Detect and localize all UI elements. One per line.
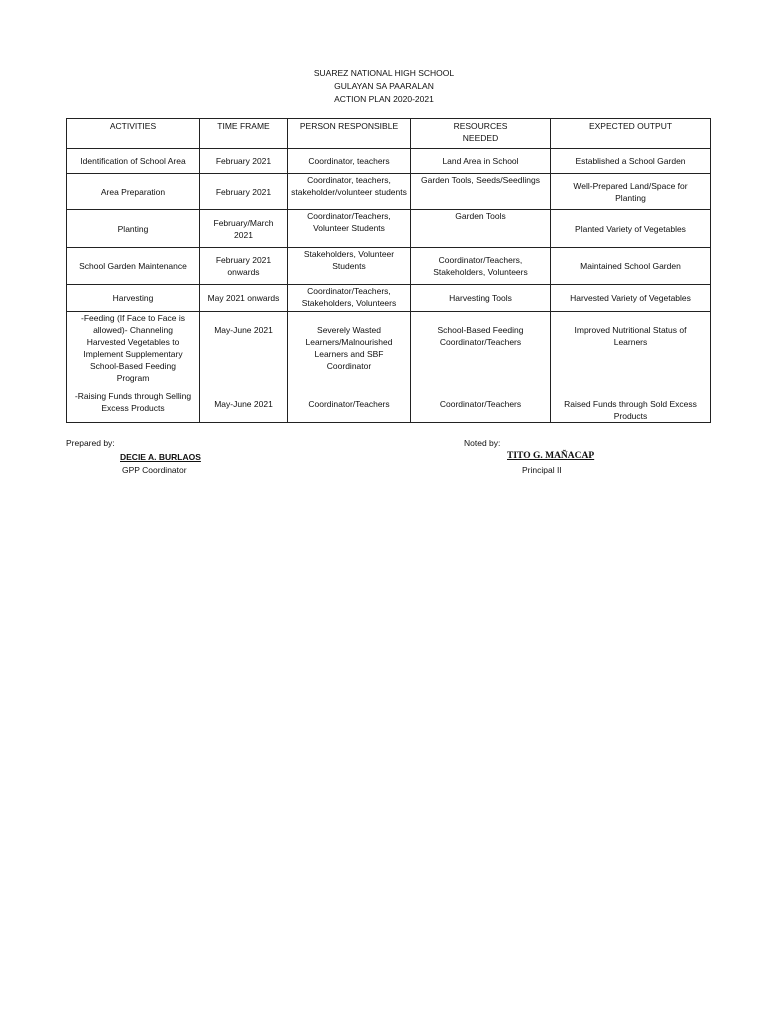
activity-text: -Feeding (If Face to Face is allowed)- Channeling Harvested Vegetables to Implement Supplementary School-Based Feeding Program (81, 313, 185, 383)
time-frame-cell (200, 248, 288, 285)
time-frame-cell (200, 312, 288, 423)
school-name: SUAREZ NATIONAL HIGH SCHOOL (313, 68, 455, 78)
time-frame-cell (200, 210, 288, 248)
time-frame-text: May-June 2021 (214, 325, 273, 335)
time-frame-text: February 2021 onwards (215, 255, 272, 277)
noted-by-name: TITO G. MAÑACAP (507, 451, 595, 461)
resources-cell: Coordinator/Teachers, Stakeholders, Volunteers (411, 248, 551, 285)
table-row (67, 174, 711, 210)
activity-cell: Area Preparation (67, 174, 200, 210)
table-row (67, 210, 711, 248)
time-frame-cell: February 2021 (200, 174, 288, 210)
time-frame-text: February/March 2021 (213, 217, 274, 240)
person-cell (288, 312, 411, 423)
column-header-resources-needed (411, 119, 551, 149)
resources-cell (411, 312, 551, 423)
resources-header-text: RESOURCES NEEDED (453, 121, 508, 143)
table-header-row (67, 119, 711, 149)
time-frame-cell: May 2021 onwards (200, 285, 288, 312)
program-name: GULAYAN SA PAARALAN (334, 81, 434, 91)
output-cell (551, 174, 711, 210)
table-row (67, 149, 711, 174)
resources-cell: Garden Tools (411, 210, 551, 248)
resources-text-secondary: Coordinator/Teachers (439, 399, 522, 409)
activity-cell: School Garden Maintenance (67, 248, 200, 285)
time-frame-cell: February 2021 (200, 149, 288, 174)
resources-cell: Harvesting Tools (411, 285, 551, 312)
person-cell: Coordinator/Teachers, Stakeholders, Volunteers (288, 285, 411, 312)
prepared-by-title: GPP Coordinator (122, 465, 187, 475)
column-header-activities: ACTIVITIES (67, 119, 200, 149)
prepared-by-name: DECIE A. BURLAOS (120, 452, 201, 462)
output-cell: Harvested Variety of Vegetables (551, 285, 711, 312)
resources-text: School-Based Feeding Coordinator/Teachers (437, 325, 524, 347)
output-cell: Maintained School Garden (551, 248, 711, 285)
time-frame-text-secondary: May-June 2021 (214, 399, 273, 409)
activity-cell: Planting (67, 210, 200, 248)
output-cell (551, 312, 711, 423)
activity-cell: Harvesting (67, 285, 200, 312)
document-header (0, 67, 768, 106)
column-header-person-responsible: PERSON RESPONSIBLE (288, 119, 411, 149)
person-cell: Coordinator/Teachers, Volunteer Students (288, 210, 411, 248)
output-cell: Established a School Garden (551, 149, 711, 174)
output-text: Well-Prepared Land/Space for Planting (573, 180, 688, 203)
column-header-expected-output: EXPECTED OUTPUT (551, 119, 711, 149)
prepared-by-label: Prepared by: (66, 438, 115, 448)
person-text: Stakeholders, Volunteer Students (303, 249, 395, 271)
plan-title: ACTION PLAN 2020-2021 (334, 94, 434, 104)
output-text-secondary: Raised Funds through Sold Excess Products (564, 399, 697, 421)
activity-text-secondary: -Raising Funds through Selling Excess Products (74, 391, 192, 413)
output-cell: Planted Variety of Vegetables (551, 210, 711, 248)
person-cell (288, 248, 411, 285)
activity-cell: Identification of School Area (67, 149, 200, 174)
noted-by-label: Noted by: (464, 438, 501, 448)
noted-by-title: Principal II (522, 465, 562, 475)
person-text-secondary: Coordinator/Teachers (308, 399, 390, 409)
resources-cell: Garden Tools, Seeds/Seedlings (411, 174, 551, 210)
resources-cell: Land Area in School (411, 149, 551, 174)
person-cell: Coordinator, teachers, stakeholder/volunteer students (288, 174, 411, 210)
table-row (67, 285, 711, 312)
output-text: Improved Nutritional Status of Learners (574, 325, 687, 347)
activity-cell (67, 312, 200, 423)
person-text: Severely Wasted Learners/Malnourished Learners and SBF Coordinator (305, 325, 393, 371)
table-row (67, 312, 711, 423)
person-cell: Coordinator, teachers (288, 149, 411, 174)
action-plan-table (66, 118, 711, 423)
column-header-time-frame: TIME FRAME (200, 119, 288, 149)
table-row (67, 248, 711, 285)
